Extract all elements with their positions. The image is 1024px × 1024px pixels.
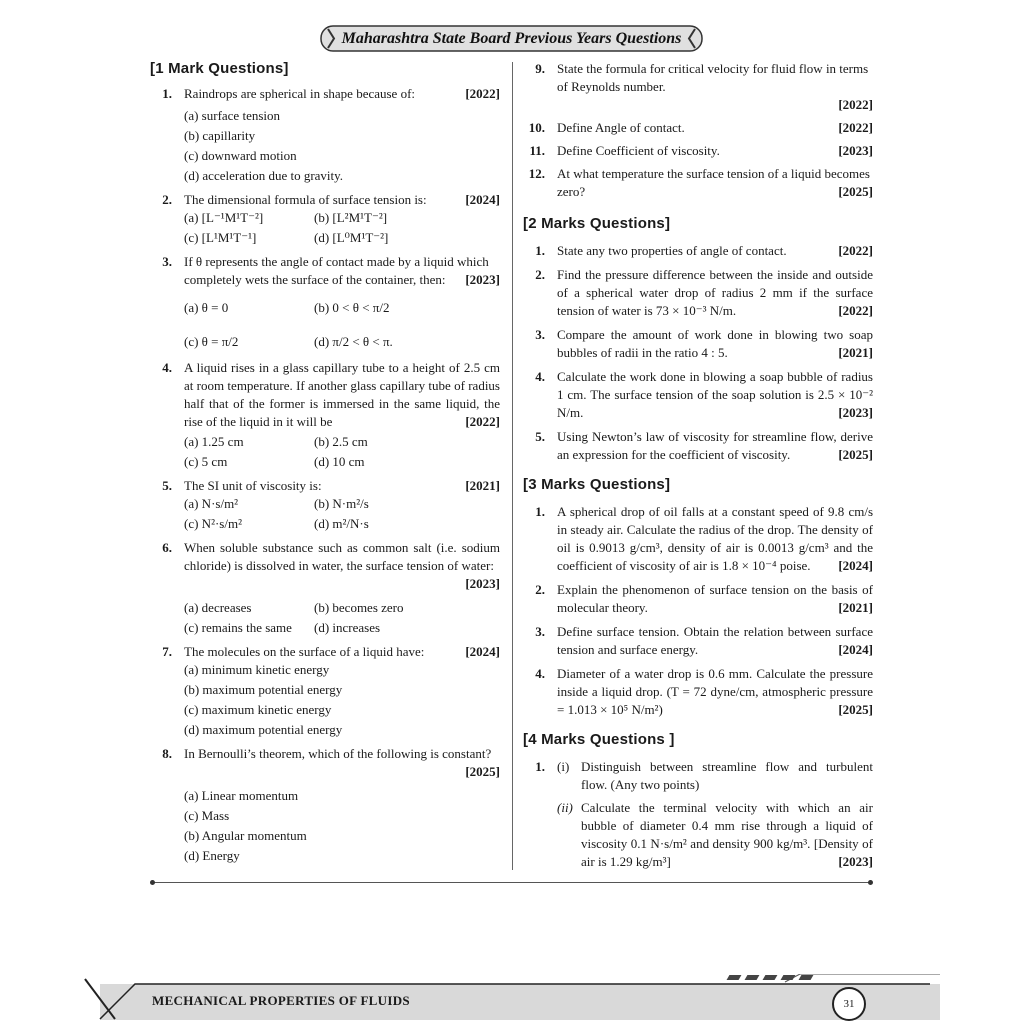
question-text: Calculate the work done in blowing a soap bubble of radius 1 cm. The surface tension of the soap solution is 2.5 × 10⁻² N/m. — [557, 369, 873, 420]
option-b: (b) becomes zero — [314, 600, 404, 615]
question-text: Compare the amount of work done in blowing two soap bubbles of radii in the ratio 4 : 5. — [557, 327, 873, 360]
option-d: (d) m²/N·s — [314, 516, 369, 531]
year-tag: [2025] — [465, 764, 500, 779]
option-b: (b) maximum potential energy — [184, 682, 343, 697]
year-tag: [2022] — [838, 243, 873, 258]
option-c: (c) N²·s/m² — [184, 516, 242, 531]
subpart-ii — [557, 799, 873, 871]
question-text: Define surface tension. Obtain the relation between surface tension and surface energy. — [557, 624, 873, 657]
question-text: State any two properties of angle of contact. — [557, 243, 787, 258]
option-d: (d) [L⁰M¹T⁻²] — [314, 230, 389, 245]
option-b: (b) N·m²/s — [314, 496, 369, 511]
year-tag: [2023] — [838, 405, 873, 420]
question-number: 9. — [535, 61, 545, 76]
right-column — [523, 60, 873, 871]
question-number: 10. — [528, 120, 545, 135]
year-tag: [2023] — [838, 854, 873, 869]
year-tag: [2022] — [838, 97, 873, 112]
subpart-label: (i) — [557, 759, 570, 774]
year-tag: [2022] — [838, 303, 873, 318]
question-5 — [150, 477, 500, 533]
section-title-1-mark: [1 Mark Questions] — [150, 60, 289, 77]
question-number: 6. — [162, 540, 172, 555]
year-tag: [2023] — [838, 143, 873, 158]
rule-dot-left — [150, 880, 155, 885]
question-number: 5. — [535, 429, 545, 444]
question-number: 1. — [162, 86, 172, 101]
option-d: (d) 10 cm — [314, 454, 365, 469]
question-10 — [523, 119, 873, 137]
subpart-text: Distinguish between streamline flow and turbulent flow. (Any two points) — [581, 759, 873, 792]
three-mark-question-4 — [523, 665, 873, 719]
question-text: Diameter of a water drop is 0.6 mm. Calculate the pressure inside a liquid drop. (T = 72 dyne/cm, atmospheric pressure = 1.013 × 10⁵ N/m²) — [557, 666, 873, 717]
question-number: 3. — [535, 624, 545, 639]
option-d: (d) maximum potential energy — [184, 722, 343, 737]
option-d: (d) Energy — [184, 848, 240, 863]
question-11 — [523, 142, 873, 160]
option-d: (d) π/2 < θ < π. — [314, 334, 393, 349]
question-text: If θ represents the angle of contact made by a liquid which completely wets the surface of the container, then: — [184, 254, 489, 287]
question-number: 3. — [162, 254, 172, 269]
question-number: 1. — [535, 504, 545, 519]
question-text: Define Coefficient of viscosity. — [557, 143, 720, 158]
question-12 — [523, 165, 873, 201]
question-number: 1. — [535, 759, 545, 774]
two-mark-list — [523, 242, 873, 464]
option-c: (c) maximum kinetic energy — [184, 702, 332, 717]
option-c: (c) downward motion — [184, 148, 297, 163]
three-mark-question-2 — [523, 581, 873, 617]
banner-title: Maharashtra State Board Previous Years Questions — [341, 30, 682, 47]
question-7 — [150, 643, 500, 739]
two-mark-question-3 — [523, 326, 873, 362]
subpart-label: (ii) — [557, 800, 573, 815]
option-d: (d) increases — [314, 620, 381, 635]
question-number: 4. — [535, 369, 545, 384]
chapter-title: MECHANICAL PROPERTIES OF FLUIDS — [152, 993, 410, 1008]
question-text: A spherical drop of oil falls at a constant speed of 9.8 cm/s in steady air. Calculate the radius of the drop. The density of oil is 0.9013 g/cm³, density of air is 0.0013 g/cm³ and the coefficient of viscosity of air is 1.8 × 10⁻⁴ poise. — [557, 504, 873, 573]
question-6 — [150, 539, 500, 637]
option-d: (d) acceleration due to gravity. — [184, 168, 344, 183]
page-number: 31 — [832, 987, 866, 1021]
two-mark-question-2 — [523, 266, 873, 320]
year-tag: [2023] — [465, 576, 500, 591]
year-tag: [2025] — [838, 702, 873, 717]
section-title-3-marks: [3 Marks Questions] — [523, 476, 671, 493]
question-number: 2. — [162, 192, 172, 207]
year-tag: [2024] — [465, 644, 500, 659]
year-tag: [2021] — [465, 478, 500, 493]
question-number: 5. — [162, 478, 172, 493]
year-tag: [2021] — [838, 600, 873, 615]
bottom-rule — [152, 882, 872, 883]
year-tag: [2024] — [465, 192, 500, 207]
three-mark-question-3 — [523, 623, 873, 659]
option-b: (b) Angular momentum — [184, 828, 307, 843]
question-text: Explain the phenomenon of surface tension on the basis of molecular theory. — [557, 582, 873, 615]
question-number: 4. — [162, 360, 172, 375]
year-tag: [2025] — [838, 184, 873, 199]
question-text: State the formula for critical velocity for fluid flow in terms of Reynolds number. — [557, 61, 869, 94]
option-c: (c) remains the same — [184, 620, 292, 635]
question-text: The SI unit of viscosity is: — [184, 478, 322, 493]
question-number: 7. — [162, 644, 172, 659]
rule-dot-right — [868, 880, 873, 885]
option-a: (a) minimum kinetic energy — [184, 662, 330, 677]
question-number: 12. — [528, 166, 545, 181]
section-title-4-marks: [4 Marks Questions ] — [523, 731, 675, 748]
year-tag: [2021] — [838, 345, 873, 360]
four-mark-question-1 — [523, 758, 873, 871]
section-title-2-marks: [2 Marks Questions] — [523, 215, 671, 232]
left-column — [150, 60, 500, 865]
year-tag: [2022] — [838, 120, 873, 135]
option-a: (a) θ = 0 — [184, 300, 229, 315]
question-number: 11. — [529, 143, 545, 158]
option-b: (b) capillarity — [184, 128, 256, 143]
question-text: At what temperature the surface tension of a liquid becomes zero? — [557, 166, 870, 199]
question-8 — [150, 745, 500, 865]
question-text: When soluble substance such as common salt (i.e. sodium chloride) is dissolved in water, the surface tension of water: — [184, 540, 500, 573]
year-tag: [2023] — [465, 272, 500, 287]
two-mark-question-5 — [523, 428, 873, 464]
question-number: 2. — [535, 267, 545, 282]
option-a: (a) N·s/m² — [184, 496, 239, 511]
option-c: (c) 5 cm — [184, 454, 228, 469]
question-text: Define Angle of contact. — [557, 120, 685, 135]
subpart-i — [557, 758, 873, 794]
subpart-text: Calculate the terminal velocity with which an air bubble of diameter 0.4 mm rise through a liquid of viscosity 0.1 N·s/m² and density 900 kg/m³. [Density of air is 1.29 kg/m³] — [581, 800, 873, 869]
question-number: 1. — [535, 243, 545, 258]
option-c: (c) [L¹M¹T⁻¹] — [184, 230, 257, 245]
option-a: (a) decreases — [184, 600, 252, 615]
option-b: (b) 0 < θ < π/2 — [314, 300, 390, 315]
option-c: (c) Mass — [184, 808, 230, 823]
question-4 — [150, 359, 500, 471]
question-9 — [523, 60, 873, 114]
year-tag: [2022] — [465, 414, 500, 429]
question-2 — [150, 191, 500, 247]
option-b: (b) [L²M¹T⁻²] — [314, 210, 388, 225]
three-mark-question-1 — [523, 503, 873, 575]
question-text: In Bernoulli’s theorem, which of the following is constant? — [184, 746, 492, 761]
question-text: Using Newton’s law of viscosity for streamline flow, derive an expression for the coefficient of viscosity. — [557, 429, 873, 462]
two-mark-question-4 — [523, 368, 873, 422]
question-text: Find the pressure difference between the inside and outside of a spherical water drop of radius 2 mm if the surface tension of water is 73 × 10⁻³ N/m. — [557, 267, 873, 318]
option-a: (a) [L⁻¹M¹T⁻²] — [184, 210, 264, 225]
question-number: 4. — [535, 666, 545, 681]
question-number: 3. — [535, 327, 545, 342]
column-divider — [512, 62, 513, 870]
question-text: A liquid rises in a glass capillary tube to a height of 2.5 cm at room temperature. If another glass capillary tube of radius half that of the former is immersed in the same liquid, the rise of the liquid in it will be — [184, 360, 500, 429]
year-tag: [2025] — [838, 447, 873, 462]
question-1 — [150, 85, 500, 185]
three-mark-list — [523, 503, 873, 719]
header-banner — [320, 25, 703, 52]
two-mark-question-1 — [523, 242, 873, 260]
year-tag: [2022] — [465, 86, 500, 101]
option-a: (a) surface tension — [184, 108, 281, 123]
option-c: (c) θ = π/2 — [184, 334, 239, 349]
question-text: The molecules on the surface of a liquid have: — [184, 644, 425, 659]
year-tag: [2024] — [838, 642, 873, 657]
option-a: (a) Linear momentum — [184, 788, 299, 803]
question-number: 2. — [535, 582, 545, 597]
year-tag: [2024] — [838, 558, 873, 573]
question-3 — [150, 253, 500, 351]
option-b: (b) 2.5 cm — [314, 434, 368, 449]
option-a: (a) 1.25 cm — [184, 434, 244, 449]
question-text: The dimensional formula of surface tension is: — [184, 192, 427, 207]
question-text: Raindrops are spherical in shape because of: — [184, 86, 416, 101]
question-number: 8. — [162, 746, 172, 761]
